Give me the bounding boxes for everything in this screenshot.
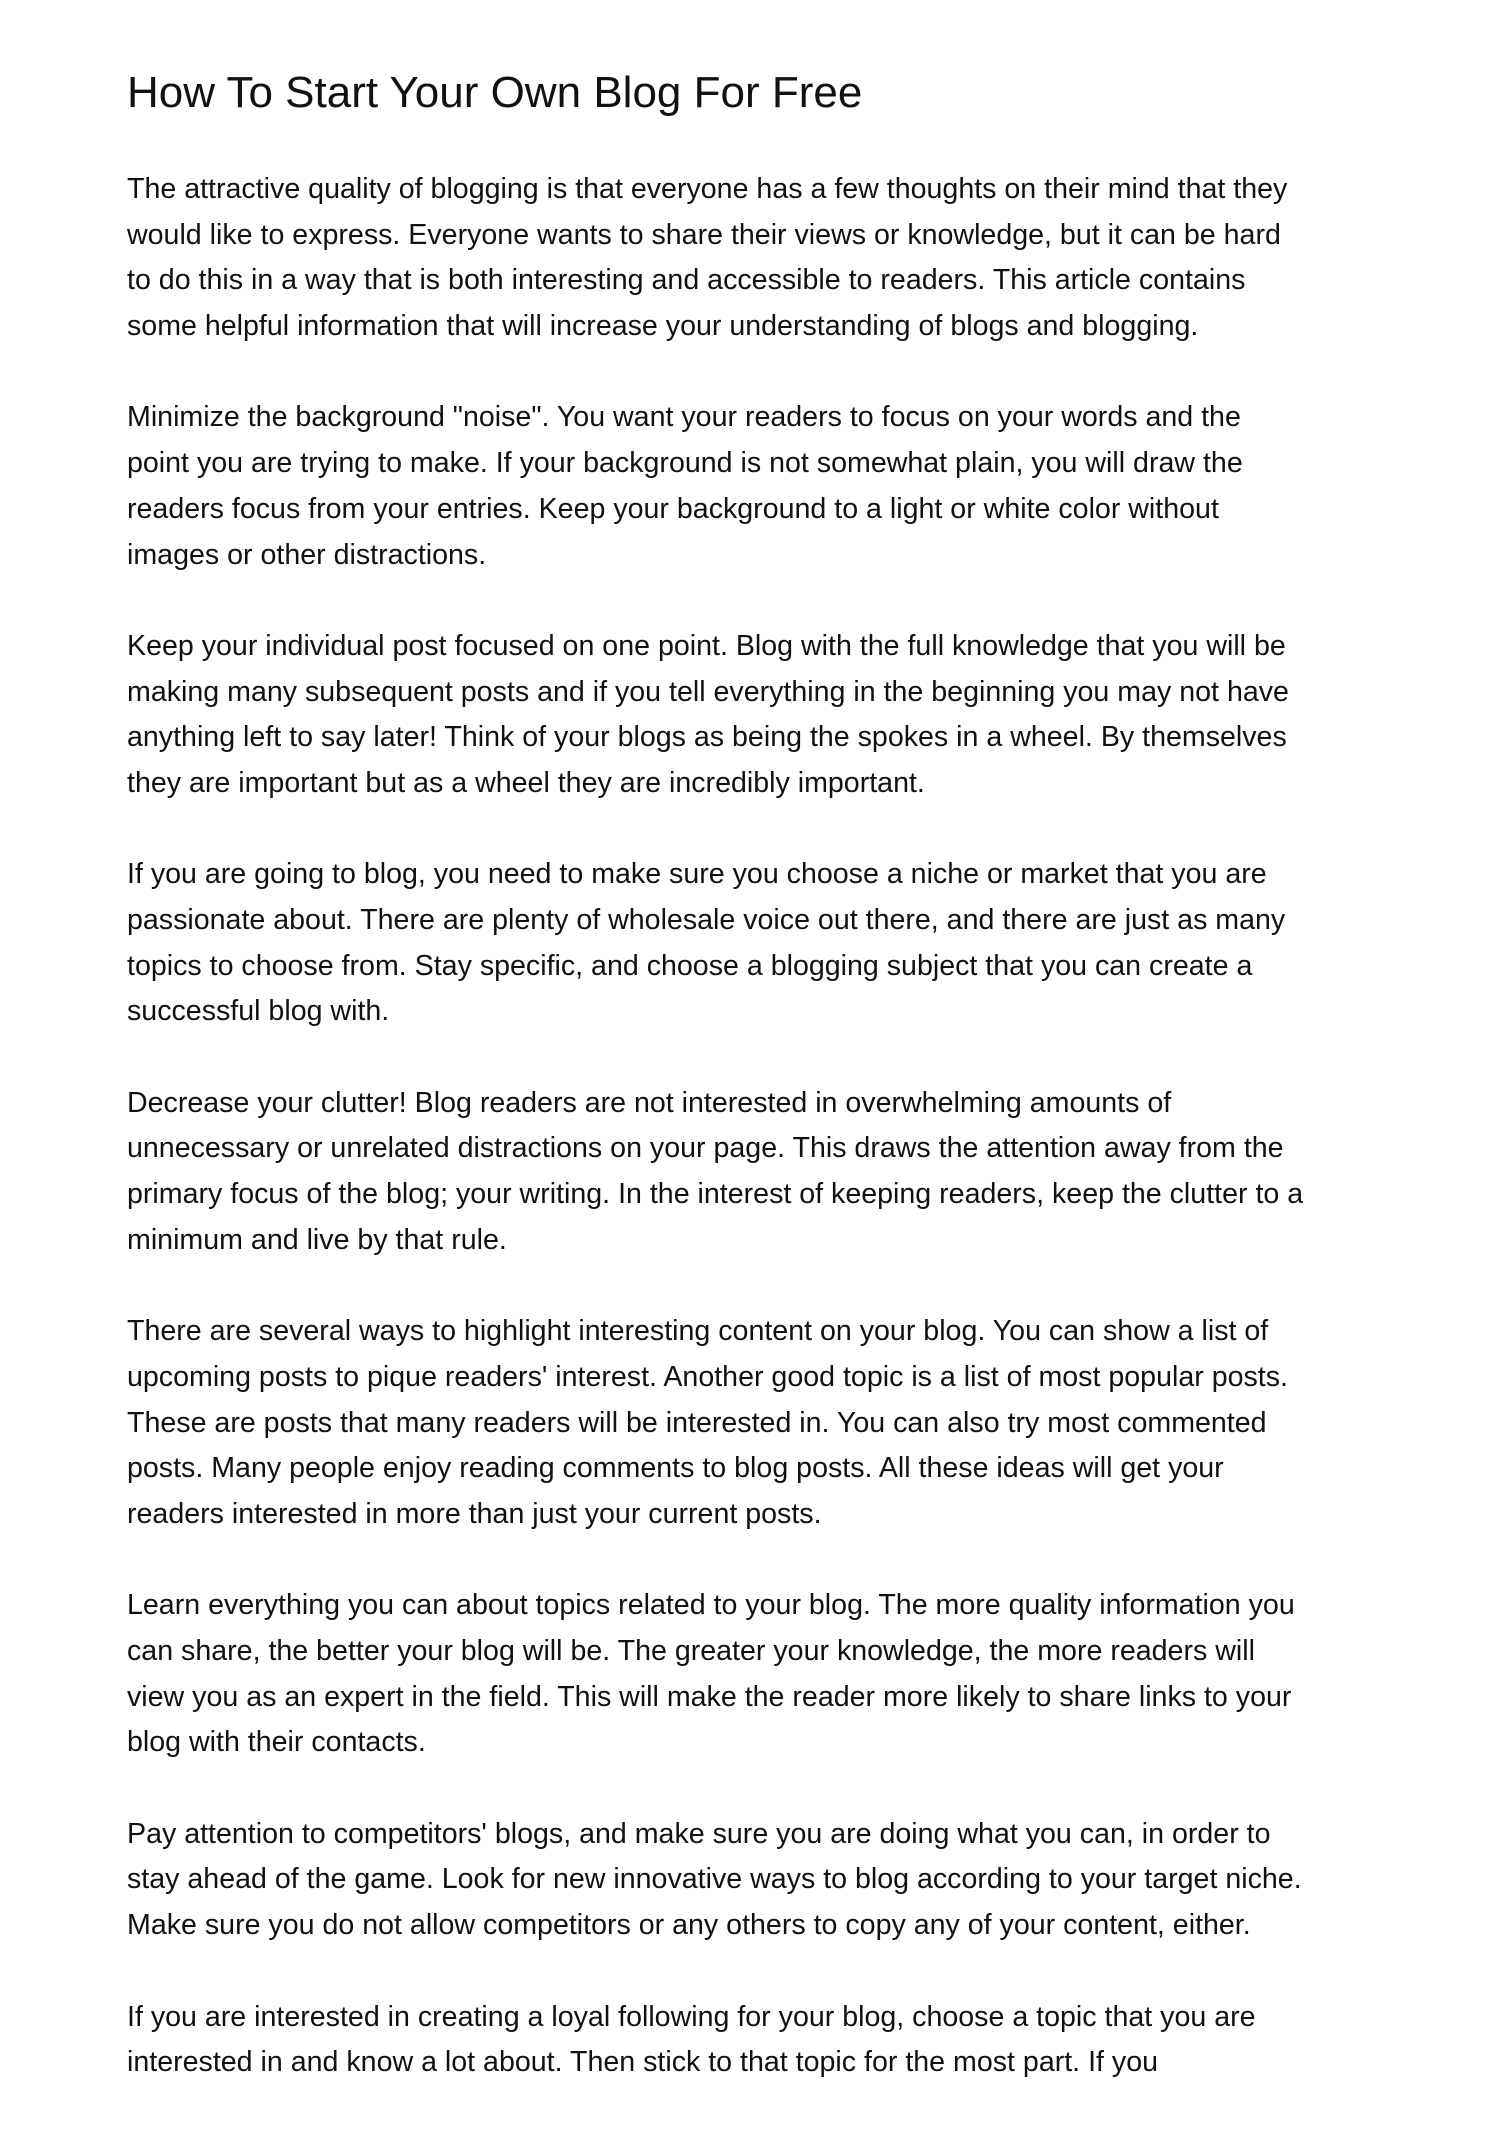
- paragraph-line: unnecessary or unrelated distractions on your page. This draws the attention away from the: [127, 1132, 1284, 1165]
- paragraph: [127, 1812, 1500, 1949]
- paragraph: [127, 1309, 1500, 1537]
- paragraph-line: topics to choose from. Stay specific, and choose a blogging subject that you can create a: [127, 949, 1253, 982]
- paragraph: [127, 1081, 1500, 1264]
- paragraph-line: some helpful information that will increase your understanding of blogs and blogging.: [127, 310, 1199, 343]
- paragraph-line: Minimize the background "noise". You want your readers to focus on your words and the: [127, 401, 1241, 434]
- paragraph-line: readers interested in more than just your current posts.: [127, 1497, 822, 1530]
- page-title: How To Start Your Own Blog For Free: [127, 68, 863, 117]
- paragraph-line: Learn everything you can about topics related to your blog. The more quality information you: [127, 1589, 1295, 1622]
- paragraph-line: upcoming posts to pique readers' interest. Another good topic is a list of most popular posts.: [127, 1360, 1288, 1393]
- paragraph-line: point you are trying to make. If your background is not somewhat plain, you will draw the: [127, 447, 1243, 480]
- paragraph: [127, 167, 1500, 350]
- paragraph-line: they are important but as a wheel they are incredibly important.: [127, 766, 925, 799]
- paragraph-line: These are posts that many readers will be interested in. You can also try most commented: [127, 1406, 1267, 1439]
- paragraph-line: Keep your individual post focused on one point. Blog with the full knowledge that you will be: [127, 629, 1286, 662]
- paragraph: [127, 852, 1500, 1035]
- paragraph-line: primary focus of the blog; your writing. In the interest of keeping readers, keep the clutter to a: [127, 1178, 1304, 1211]
- paragraph-line: If you are going to blog, you need to make sure you choose a niche or market that you are: [127, 858, 1267, 891]
- paragraph-line: anything left to say later! Think of your blogs as being the spokes in a wheel. By themselves: [127, 721, 1287, 754]
- paragraph-line: would like to express. Everyone wants to share their views or knowledge, but it can be hard: [127, 218, 1281, 251]
- paragraph-line: Pay attention to competitors' blogs, and make sure you are doing what you can, in order to: [127, 1817, 1271, 1850]
- paragraph-line: interested in and know a lot about. Then stick to that topic for the most part. If you: [127, 2046, 1159, 2079]
- paragraph-line: images or other distractions.: [127, 538, 487, 571]
- paragraph-line: There are several ways to highlight interesting content on your blog. You can show a list of: [127, 1315, 1269, 1348]
- paragraph-line: successful blog with.: [127, 995, 390, 1028]
- paragraph-line: can share, the better your blog will be. The greater your knowledge, the more readers will: [127, 1635, 1255, 1667]
- paragraph-line: making many subsequent posts and if you tell everything in the beginning you may not have: [127, 675, 1289, 708]
- paragraph-line: blog with their contacts.: [127, 1726, 426, 1759]
- paragraph-line: Make sure you do not allow competitors or any others to copy any of your content, either.: [127, 1909, 1251, 1942]
- paragraph-line: minimum and live by that rule.: [127, 1223, 507, 1256]
- paragraph-line: posts. Many people enjoy reading comments to blog posts. All these ideas will get your: [127, 1452, 1224, 1485]
- article-body: [127, 167, 1500, 2132]
- paragraph-line: view you as an expert in the field. This will make the reader more likely to share links to your: [127, 1680, 1292, 1713]
- paragraph-line: to do this in a way that is both interesting and accessible to readers. This article contains: [127, 264, 1246, 297]
- paragraph: [127, 1583, 1500, 1766]
- paragraph-line: If you are interested in creating a loyal following for your blog, choose a topic that you are: [127, 2000, 1256, 2033]
- paragraph-line: The attractive quality of blogging is that everyone has a few thoughts on their mind that they: [127, 173, 1288, 205]
- paragraph: [127, 395, 1500, 578]
- paragraph-line: passionate about. There are plenty of wholesale voice out there, and there are just as many: [127, 904, 1286, 936]
- paragraph-line: readers focus from your entries. Keep your background to a light or white color without: [127, 492, 1219, 525]
- paragraph: [127, 1995, 1500, 2086]
- paragraph-line: Decrease your clutter! Blog readers are not interested in overwhelming amounts of: [127, 1086, 1172, 1119]
- paragraph: [127, 624, 1500, 807]
- paragraph-line: stay ahead of the game. Look for new innovative ways to blog according to your target niche.: [127, 1863, 1302, 1896]
